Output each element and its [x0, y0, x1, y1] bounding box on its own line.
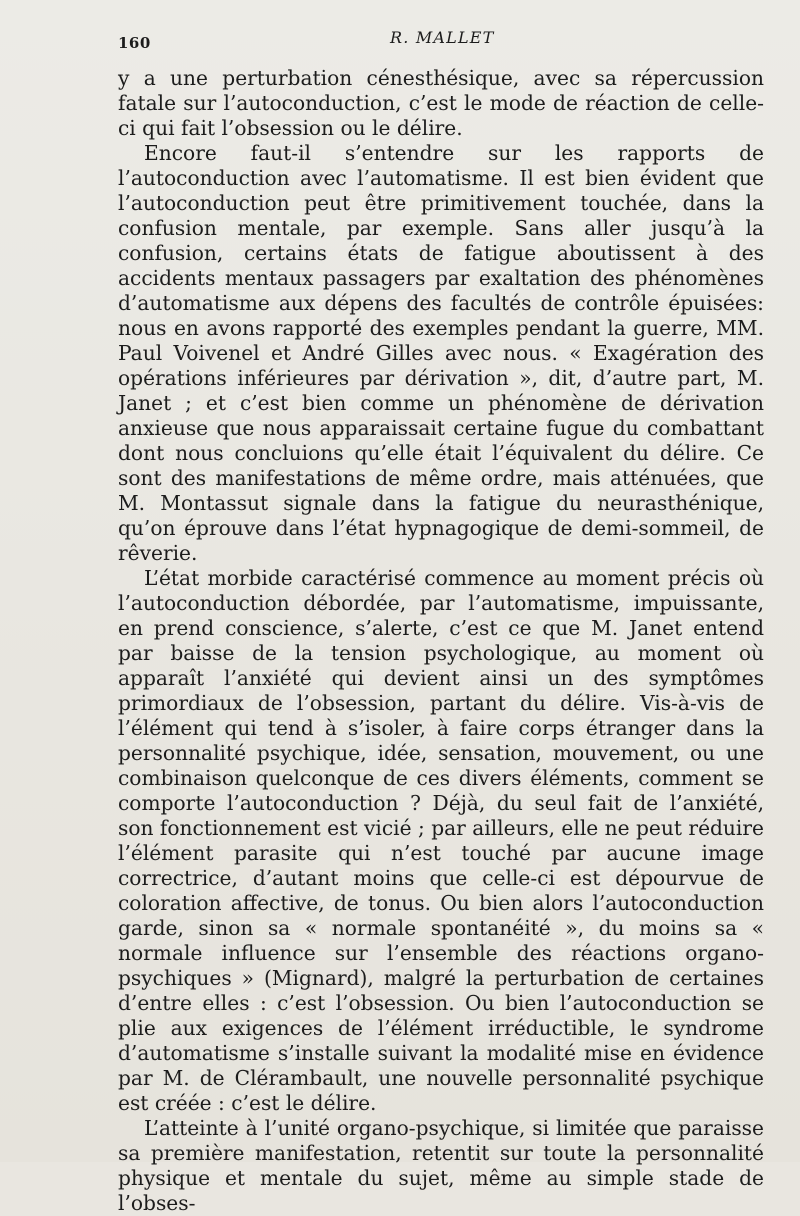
paragraph-continuation: y a une perturbation cénesthésique, avec sa répercussion fatale sur l’autoconduction, c’est le mode de réaction de celle-ci qui fait l’obsession ou le délire. — [118, 66, 764, 140]
running-head — [118, 28, 764, 54]
body-text — [118, 66, 764, 1216]
running-head-author: R. MALLET — [390, 28, 495, 47]
paragraph: Encore faut-il s’entendre sur les rapports de l’autoconduction avec l’automatisme. Il est bien évident que l’autoconduction peut être primitivement touchée, dans la confusion mentale, par exemple. Sans aller jusqu’à la confusion, certains états de fatigue aboutissent à des accidents mentaux passagers par exaltation des phénomènes d’automatisme aux dépens des facultés de contrôle épuisées: nous en avons rapporté des exemples pendant la guerre, MM. Paul Voivenel et André Gilles avec nous. « Exagération des opérations inférieures par dérivation », dit, d’autre part, M. Janet ; et c’est bien comme un phénomène de dérivation anxieuse que nous apparaissait certaine fugue du combattant dont nous concluions qu’elle était l’équivalent du délire. Ce sont des manifestations de même ordre, mais atténuées, que M. Montassut signale dans la fatigue du neurasthénique, qu’on éprouve dans l’état hypnagogique de demi-sommeil, de rêverie. — [118, 141, 764, 565]
paragraph: L’état morbide caractérisé commence au moment précis où l’autoconduction débordée, par l’automatisme, impuissante, en prend conscience, s’alerte, c’est ce que M. Janet entend par baisse de la tension psychologique, au moment où apparaît l’anxiété qui devient ainsi un des symptômes primordiaux de l’obsession, partant du délire. Vis-à-vis de l’élément qui tend à s’isoler, à faire corps étranger dans la personnalité psychique, idée, sensation, mouvement, ou une combinaison quelconque de ces divers éléments, comment se comporte l’autoconduction ? Déjà, du seul fait de l’anxiété, son fonctionnement est vicié ; par ailleurs, elle ne peut réduire l’élément parasite qui n’est touché par aucune image correctrice, d’autant moins que celle-ci est dépourvue de coloration affective, de tonus. Ou bien alors l’autoconduction garde, sinon sa « normale spontanéité », du moins sa « normale influence sur l’ensemble des réactions organo-psychiques » (Mignard), malgré la perturbation de certaines d’entre elles : c’est l’obsession. Ou bien l’autoconduction se plie aux exigences de l’élément irréductible, le syndrome d’automatisme s’installe suivant la modalité mise en évidence par M. de Clérambault, une nouvelle personnalité psychique est créée : c’est le délire. — [118, 566, 764, 1115]
paragraph: L’atteinte à l’unité organo-psychique, si limitée que paraisse sa première manifestation, retentit sur toute la personnalité physique et mentale du sujet, même au simple stade de l’obses- — [118, 1116, 764, 1215]
page-number: 160 — [118, 34, 151, 52]
